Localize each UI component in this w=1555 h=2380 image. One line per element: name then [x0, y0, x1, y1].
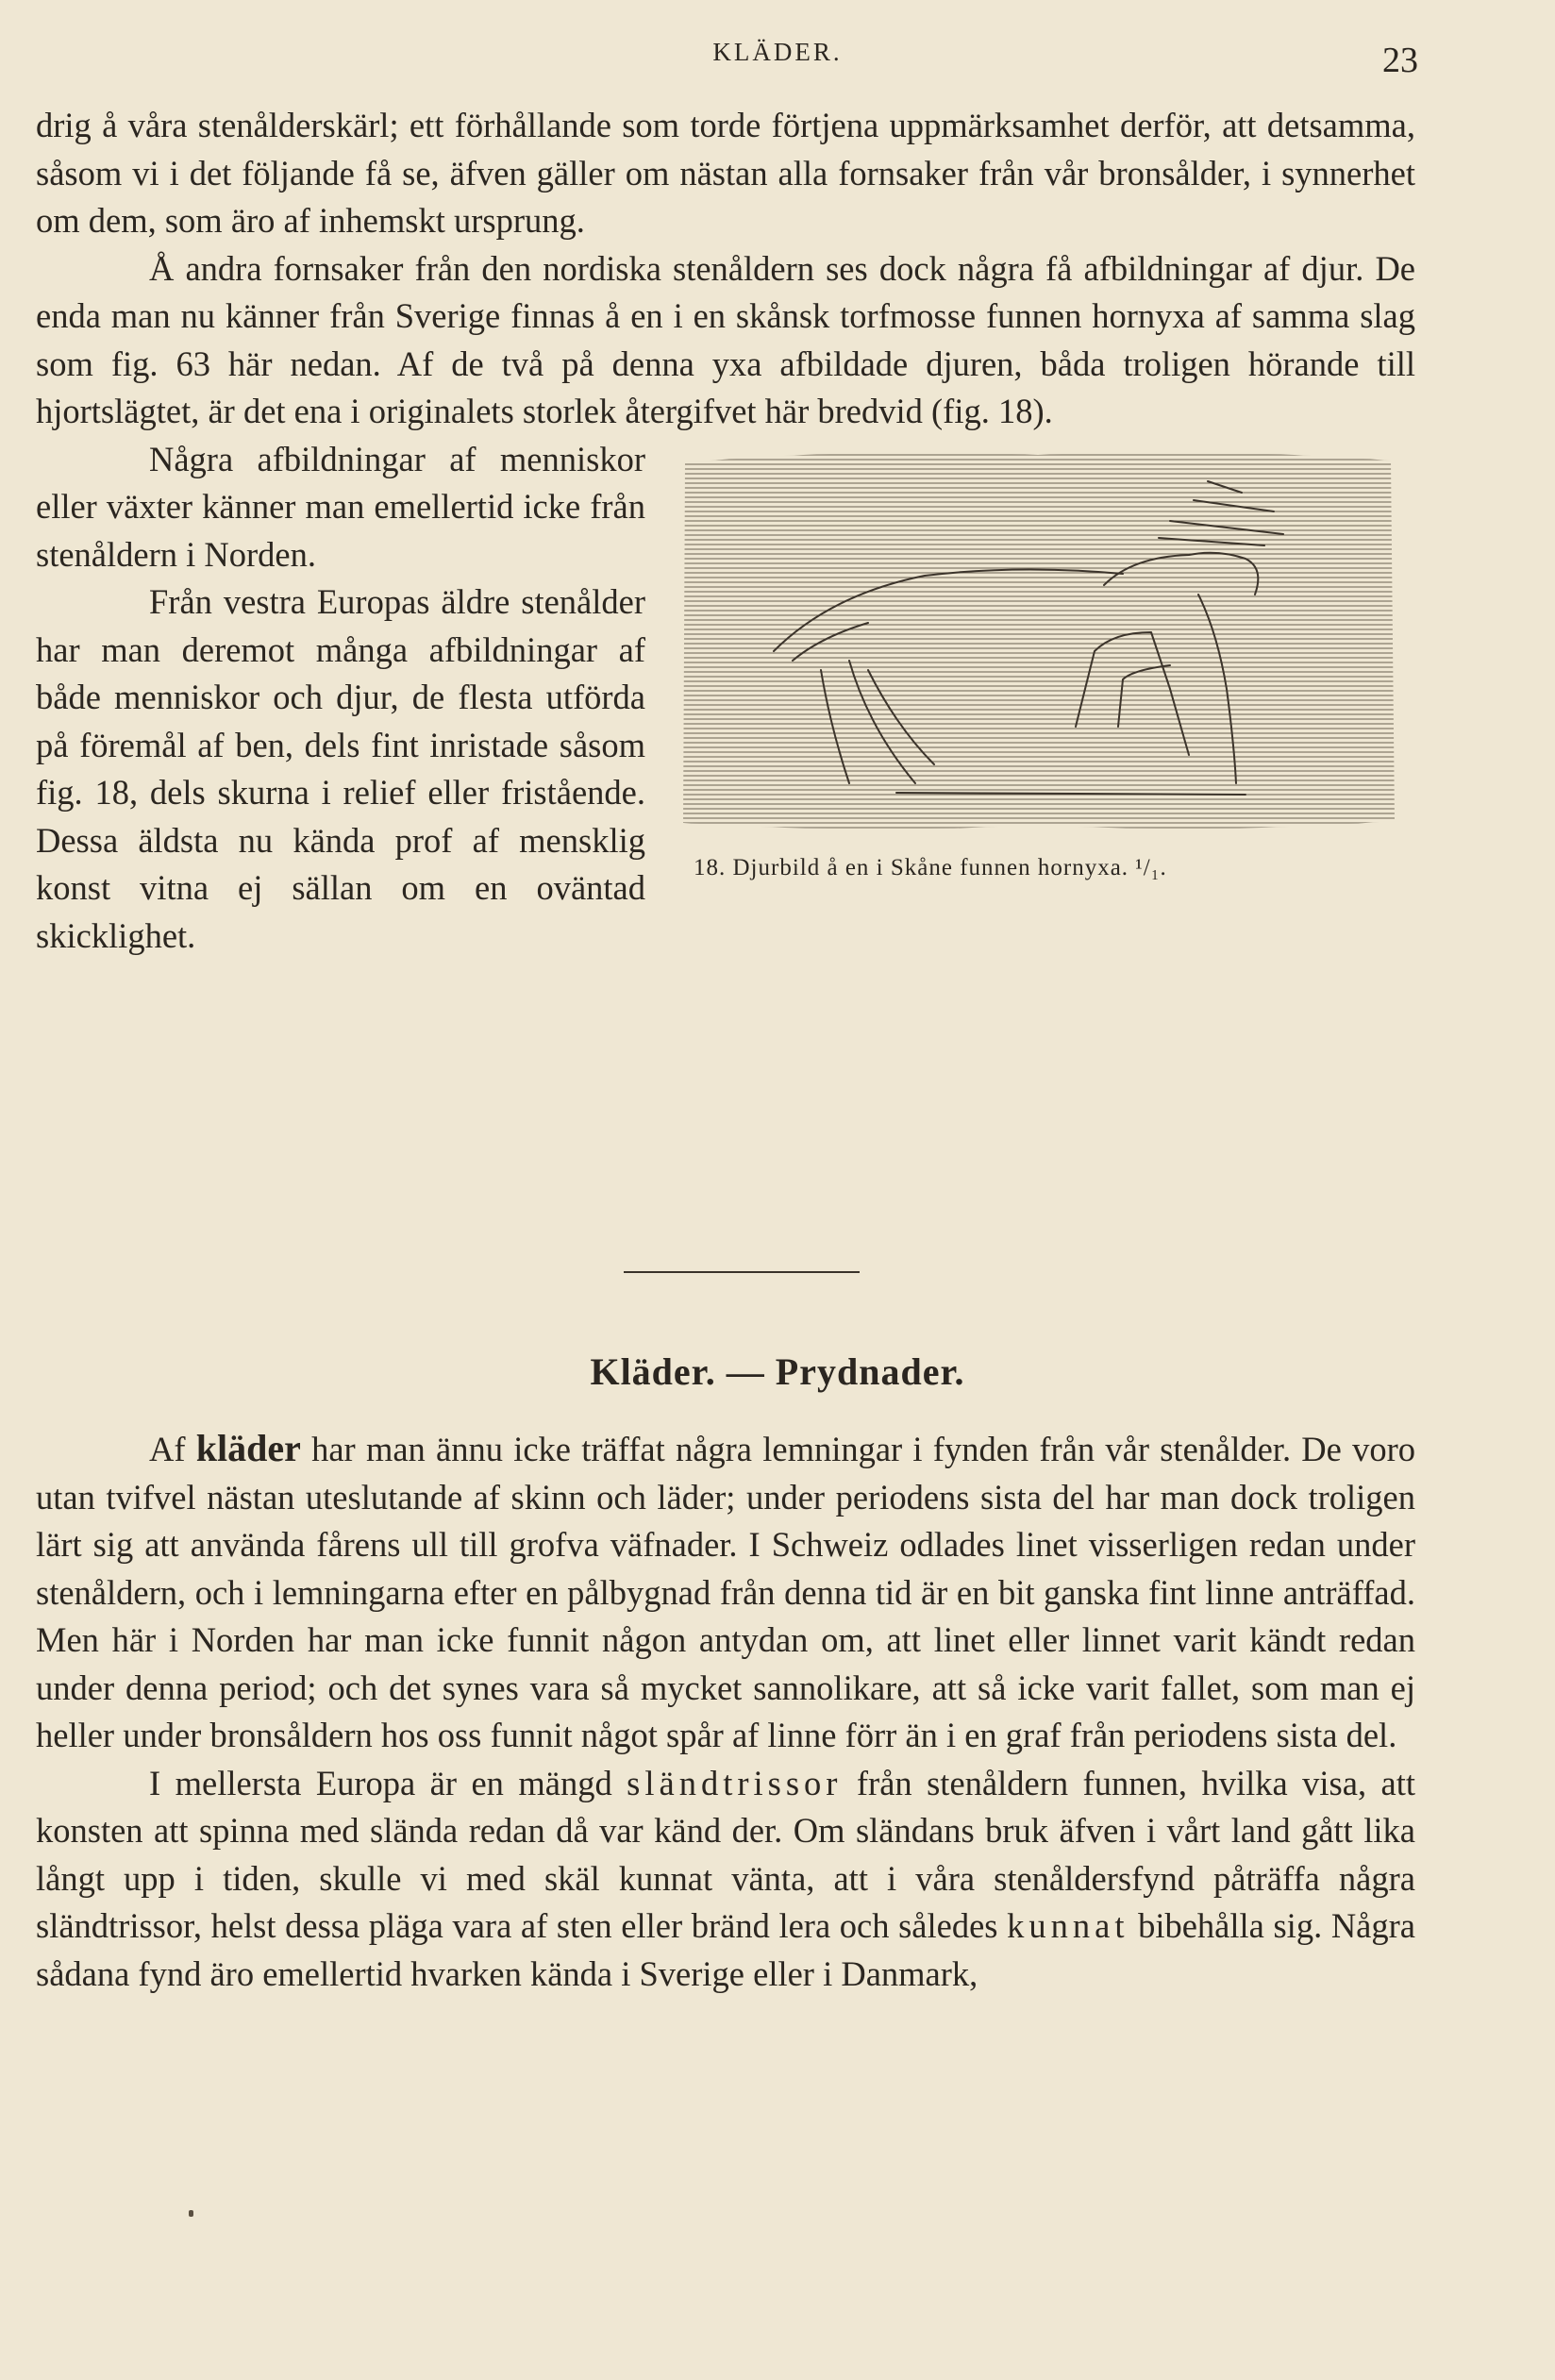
page-header	[0, 38, 1555, 80]
figure-caption: 18. Djurbild å en i Skåne funnen hornyxa. ¹/₁.	[694, 854, 1167, 880]
paragraph	[36, 1760, 1415, 1999]
text-span: Af	[149, 1430, 196, 1468]
paragraph	[36, 1425, 1415, 1760]
text-block-lower	[36, 1425, 1415, 1998]
emphasis-term: kunnat	[1007, 1906, 1129, 1945]
paragraph: Från vestra Europas äldre stenålder har man deremot många afbildningar af både menniskor och djur, de flesta utförda på föremål af ben, dels fint inristade såsom fig. 18, dels skurna i relief eller fristående. Dessa äldsta nu kända prof af mensklig konst vitna ej sällan om en oväntad skicklighet.	[36, 582, 645, 955]
running-title: KLÄDER.	[712, 38, 843, 66]
paragraph: Å andra fornsaker från den nordiska stenåldern ses dock några få afbildningar af djur. De enda man nu känner från Sverige finnas å en i en skånsk torfmosse funnen hornyxa af samma slag som fig. 63 här nedan. Af de två på denna yxa afbildade djuren, båda troligen hörande till hjortslägtet, är det ena i originalets storlek återgifvet här bredvid (fig. 18).	[36, 248, 1415, 430]
text-span: bibehålla sig. Några sådana fynd äro emellertid hvarken kända i Sverige eller i Danmark,	[36, 1906, 1415, 1993]
emphasis-term: sländtrissor	[627, 1763, 843, 1802]
ink-speck	[189, 2210, 193, 2217]
section-divider	[624, 1271, 860, 1273]
text-span: I mellersta Europa är en mängd	[149, 1763, 627, 1802]
paragraph: drig å våra stenålderskärl; ett förhållande som torde förtjena uppmärksamhet derför, att detsamma, såsom vi i det följande få se, äfven gäller om nästan alla fornsaker från vår bronsålder, i synnerhet om dem, som äro af inhemskt ursprung.	[36, 106, 1415, 240]
text-block-upper	[36, 102, 1415, 960]
text-span: har man ännu icke träffat några lemningar i fynden från vår stenålder. De voro utan tvifvel nästan uteslutande af skinn och läder; under periodens sista del har man dock troligen lärt sig att använda fårens ull till grofva väfnader. I Schweiz odlades linet visserligen redan under stenåldern, och i lemningarna efter en pålbygnad från denna tid är en bit ganska fint linne anträffad. Men här i Norden har man icke funnit någon antydan om, att linet eller linnet varit kändt redan under denna period; och det synes vara så mycket sannolikare, att så icke varit fallet, som man ej heller under bronsåldern hos oss funnit något spår af linne förr än i en graf från periodens sista del.	[36, 1430, 1416, 1754]
section-heading: Kläder. — Prydnader.	[590, 1350, 965, 1393]
figure-18	[660, 444, 1415, 893]
paragraph: Några afbildningar af menniskor eller växter känner man emellertid icke från stenåldern i Norden.	[36, 439, 645, 574]
engraved-deer-illustration	[679, 444, 1396, 840]
page-number: 23	[1382, 41, 1418, 80]
emphasis-term: kläder	[195, 1427, 301, 1469]
text-span: från stenåldern funnen, hvilka visa, att konsten att spinna med slända redan då var känd der. Om sländans bruk äfven i vårt land gått lika långt upp i tiden, skulle vi med skäl kunnat vänta, att i våra stenåldersfynd påträffa några sländtrissor, helst dessa pläga vara af sten eller bränd lera och således	[36, 1763, 1415, 1945]
